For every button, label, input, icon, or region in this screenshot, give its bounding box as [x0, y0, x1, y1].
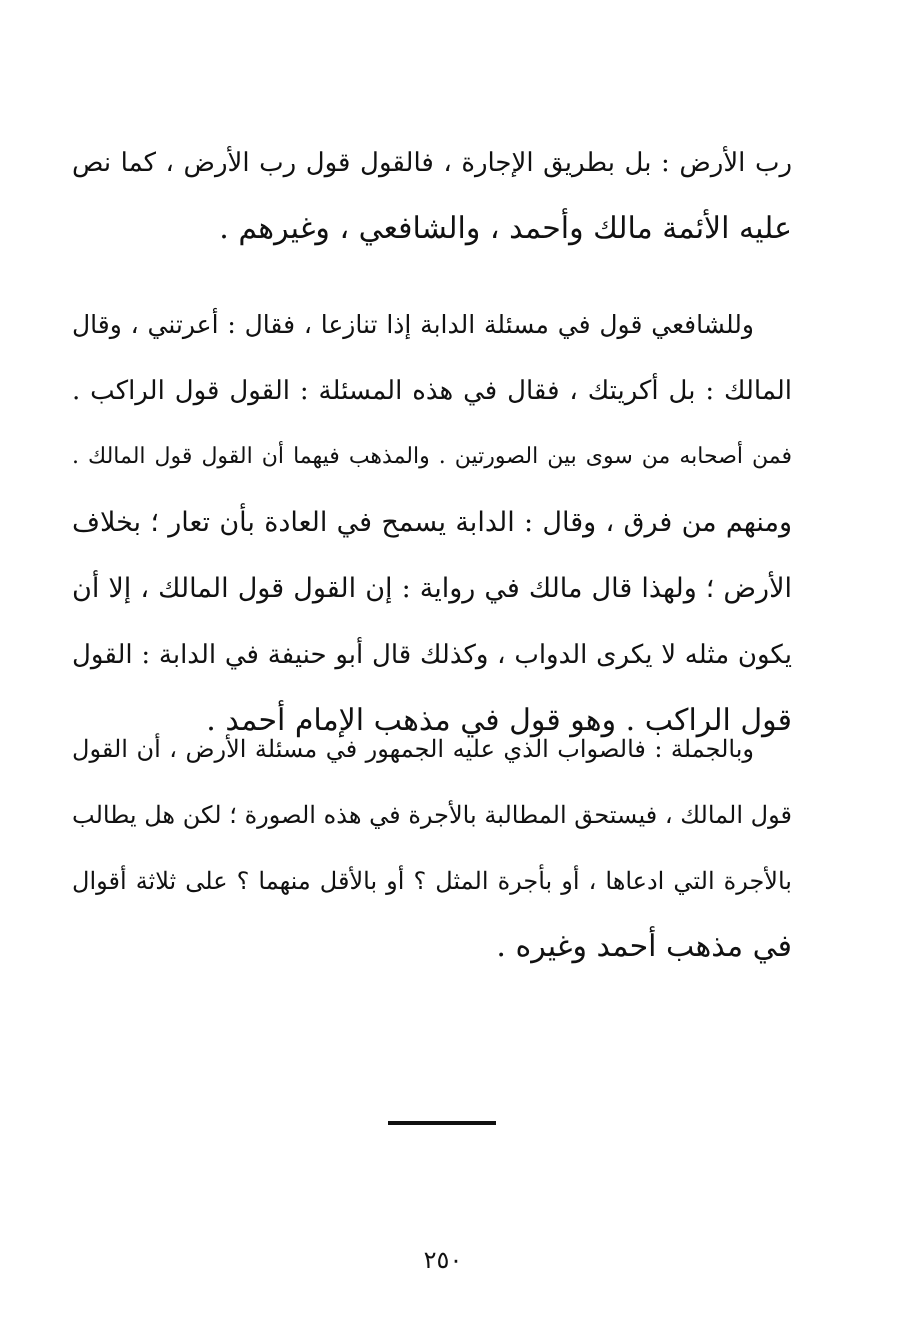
text-line: بالأجرة التي ادعاها ، أو بأجرة المثل ؟ أو بالأقل منهما ؟ على ثلاثة أقوال — [72, 867, 792, 895]
section-divider — [388, 1121, 496, 1125]
text-line: عليه الأئمة مالك وأحمد ، والشافعي ، وغيرهم . — [219, 211, 792, 246]
paragraph-1 — [72, 130, 792, 262]
text-line: المالك : بل أكريتك ، فقال في هذه المسئلة : القول قول الراكب . — [72, 376, 792, 406]
text-line: قول المالك ، فيستحق المطالبة بالأجرة في هذه الصورة ؛ لكن هل يطالب — [72, 801, 792, 829]
paragraph-3 — [72, 716, 792, 980]
text-line: وبالجملة : فالصواب الذي عليه الجمهور في مسئلة الأرض ، أن القول — [72, 735, 754, 763]
text-line: رب الأرض : بل بطريق الإجارة ، فالقول قول رب الأرض ، كما نص — [72, 148, 792, 178]
page-number: ٢٥٠ — [423, 1246, 463, 1274]
text-line: في مذهب أحمد وغيره . — [496, 929, 792, 964]
text-line: يكون مثله لا يكرى الدواب ، وكذلك قال أبو حنيفة في الدابة : القول — [72, 640, 792, 670]
text-line: قول الراكب . وهو قول في مذهب الإمام أحمد . — [206, 703, 792, 738]
text-line: الأرض ؛ ولهذا قال مالك في رواية : إن القول قول المالك ، إلا أن — [72, 573, 792, 604]
text-line: فمن أصحابه من سوى بين الصورتين . والمذهب فيهما أن القول قول المالك . — [72, 444, 792, 469]
text-line: وللشافعي قول في مسئلة الدابة إذا تنازعا ، فقال : أعرتني ، وقال — [72, 310, 754, 339]
paragraph-2 — [72, 292, 792, 754]
text-line: ومنهم من فرق ، وقال : الدابة يسمح في العادة بأن تعار ؛ بخلاف — [72, 507, 792, 538]
